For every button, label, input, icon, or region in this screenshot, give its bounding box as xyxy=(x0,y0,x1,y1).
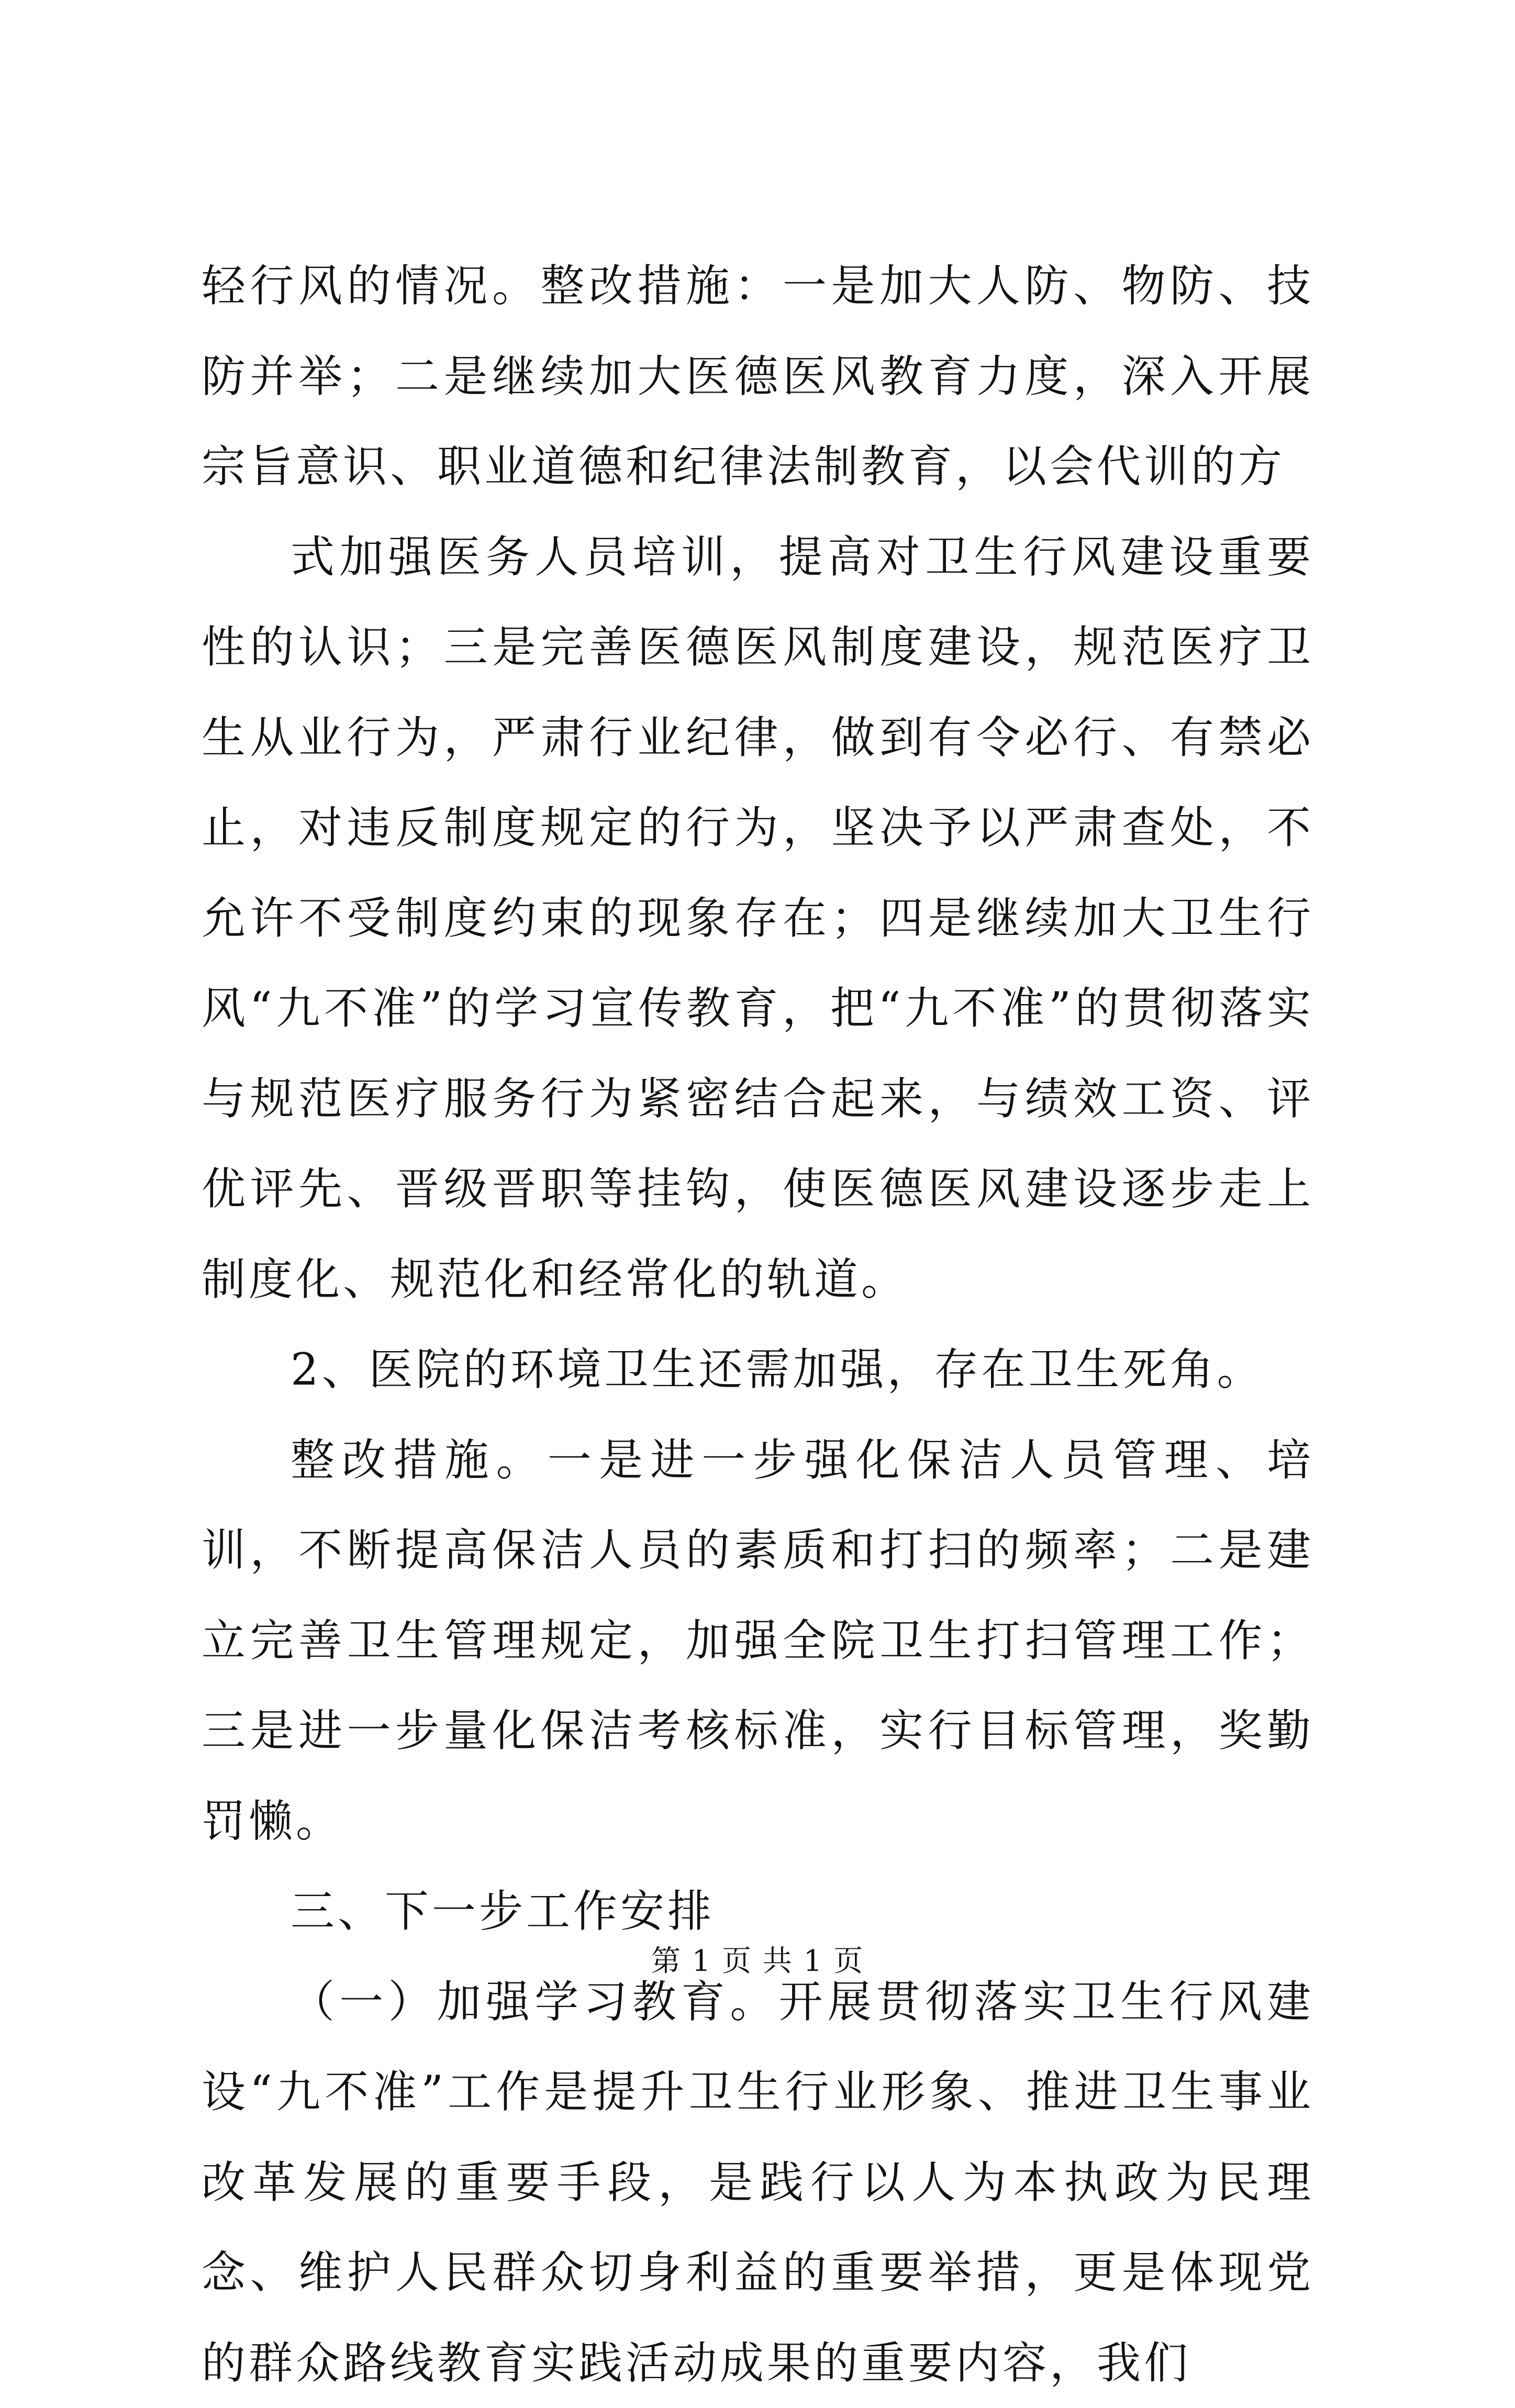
document-body xyxy=(202,241,1314,2408)
paragraph-continuation: 轻行风的情况。整改措施：一是加大人防、物防、技防并举；二是继续加大医德医风教育力度，深入开展宗旨意识、职业道德和纪律法制教育，以会代训的方 xyxy=(202,241,1314,512)
paragraph-study-education: （一）加强学习教育。开展贯彻落实卫生行风建设“九不准”工作是提升卫生行业形象、推进卫生事业改革发展的重要手段，是践行以人为本执政为民理念、维护人民群众切身利益的重要举措，更是体现党的群众路线教育实践活动成果的重要内容，我们 xyxy=(202,1957,1314,2408)
paragraph-rectification-measures: 式加强医务人员培训，提高对卫生行风建设重要性的认识；三是完善医德医风制度建设，规范医疗卫生从业行为，严肃行业纪律，做到有令必行、有禁必止，对违反制度规定的行为，坚决予以严肃查处，不允许不受制度约束的现象存在；四是继续加大卫生行风“九不准”的学习宣传教育，把“九不准”的贯彻落实与规范医疗服务行为紧密结合起来，与绩效工资、评优评先、晋级晋职等挂钩，使医德医风建设逐步走上制度化、规范化和经常化的轨道。 xyxy=(202,512,1314,1325)
paragraph-environment-issue: 2、医院的环境卫生还需加强，存在卫生死角。 xyxy=(202,1324,1314,1415)
page-footer: 第 1 页 共 1 页 xyxy=(0,1943,1515,1980)
section-heading-next-steps: 三、下一步工作安排 xyxy=(202,1866,1314,1957)
paragraph-environment-measures: 整改措施。一是进一步强化保洁人员管理、培训，不断提高保洁人员的素质和打扫的频率；二是建立完善卫生管理规定，加强全院卫生打扫管理工作；三是进一步量化保洁考核标准，实行目标管理，奖勤罚懒。 xyxy=(202,1415,1314,1867)
